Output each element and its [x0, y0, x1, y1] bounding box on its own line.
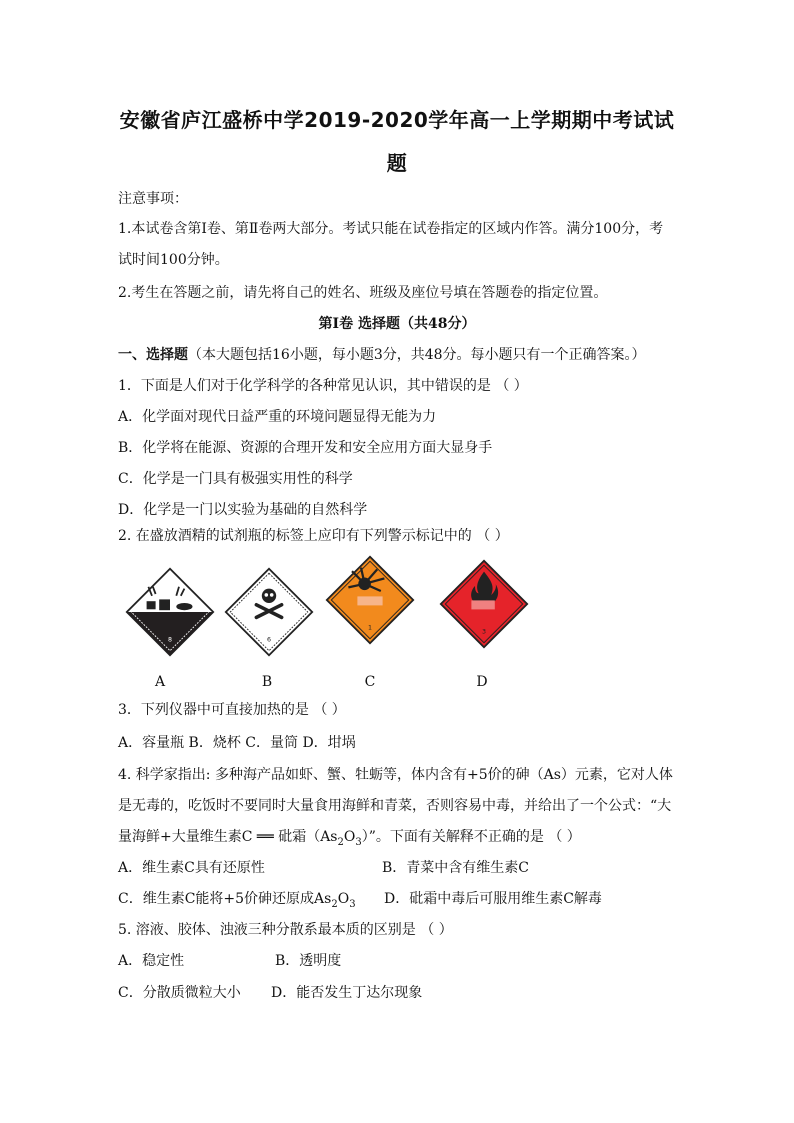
section-intro-label: 一、选择题: [118, 347, 188, 363]
q2-stem: 2. 在盛放酒精的试剂瓶的标签上应印有下列警示标记中的 （ ）: [118, 528, 509, 544]
page-title-line2: 题: [386, 151, 408, 175]
q4-subscript: 2: [337, 836, 344, 848]
sign-number-a: 8: [167, 636, 173, 644]
sign-number-d: 3: [481, 628, 487, 636]
notice-item-1-cont: 试时间100分钟。: [118, 252, 229, 268]
q4-stem-line2: 是无毒的，吃饭时不要同时大量食用海鲜和青菜，否则容易中毒，并给出了一个公式：“大: [118, 798, 672, 814]
q3-options: A．容量瓶 B．烧杯 C．量筒 D．坩埚: [118, 735, 356, 751]
q5-option-c: C．分散质微粒大小: [118, 985, 241, 1001]
q4-stem-formula-text: 量海鲜+大量维生素C ══ 砒霜（As: [118, 829, 338, 845]
q5-option-a: A．稳定性: [118, 953, 185, 969]
q4-subscript: 3: [355, 836, 362, 848]
q5-option-d: D．能否发生丁达尔现象: [271, 985, 423, 1001]
sign-number-b: 6: [266, 636, 272, 644]
explosive-sign: [325, 555, 415, 645]
flammable-sign: [439, 559, 529, 649]
sign-number-c: 1: [367, 624, 373, 632]
q4-option-c-text: C．维生素C能将+5价砷还原成As: [118, 891, 332, 907]
notice-item-1: 1.本试卷含第Ⅰ卷、第Ⅱ卷两大部分。考试只能在试卷指定的区域内作答。满分100分，考: [118, 221, 664, 237]
corrosive-sign: [125, 567, 215, 657]
sign-label-d: D: [476, 674, 488, 690]
q5-stem: 5. 溶液、胶体、浊液三种分散系最本质的区别是 （ ）: [118, 922, 453, 938]
q1-option-b: B．化学将在能源、资源的合理开发和安全应用方面大显身手: [118, 440, 493, 456]
q4-stem-end: ）”。下面有关解释不正确的是 （ ）: [361, 829, 581, 845]
q4-stem-line3: [118, 826, 581, 848]
q4-stem-oxygen: O: [343, 829, 356, 845]
q4-options-row1: [118, 857, 265, 877]
sign-label-a: A: [154, 674, 166, 690]
q4-stem-line1: 4. 科学家指出: 多种海产品如虾、蟹、牡蛎等，体内含有+5价的砷（As）元素，它对人体: [118, 767, 673, 783]
toxic-sign: [224, 567, 314, 657]
q4-subscript: 2: [331, 898, 338, 910]
q4-option-a: A．维生素C具有还原性: [118, 860, 265, 876]
q1-stem: 1．下面是人们对于化学科学的各种常见认识，其中错误的是 （ ）: [118, 378, 528, 394]
section-intro-text: （本大题包括16小题，每小题3分，共48分。每小题只有一个正确答案。）: [188, 347, 646, 363]
q1-option-a: A．化学面对现代日益严重的环境问题显得无能为力: [118, 409, 437, 425]
section-title: 第Ⅰ卷 选择题（共48分）: [318, 316, 476, 332]
q4-option-c: [118, 888, 356, 910]
sign-label-b: B: [261, 674, 273, 690]
notice-heading: 注意事项：: [118, 191, 188, 207]
sign-label-c: C: [364, 674, 376, 690]
q1-option-c: C．化学是一门具有极强实用性的科学: [118, 471, 353, 487]
q4-option-b: B．青菜中含有维生素C: [382, 860, 529, 876]
notice-item-2: 2.考生在答题之前，请先将自己的姓名、班级及座位号填在答题卷的指定位置。: [118, 285, 608, 301]
q4-option-d: D．砒霜中毒后可服用维生素C解毒: [384, 891, 602, 907]
q4-subscript: 3: [349, 898, 356, 910]
q4-option-c-oxygen: O: [337, 891, 350, 907]
q5-option-b: B．透明度: [275, 953, 342, 969]
q1-option-d: D．化学是一门以实验为基础的自然科学: [118, 502, 368, 518]
q3-stem: 3．下列仪器中可直接加热的是 （ ）: [118, 702, 346, 718]
section-intro: [118, 344, 646, 364]
page-title: 安徽省庐江盛桥中学2019-2020学年高一上学期期中考试试: [119, 108, 675, 132]
